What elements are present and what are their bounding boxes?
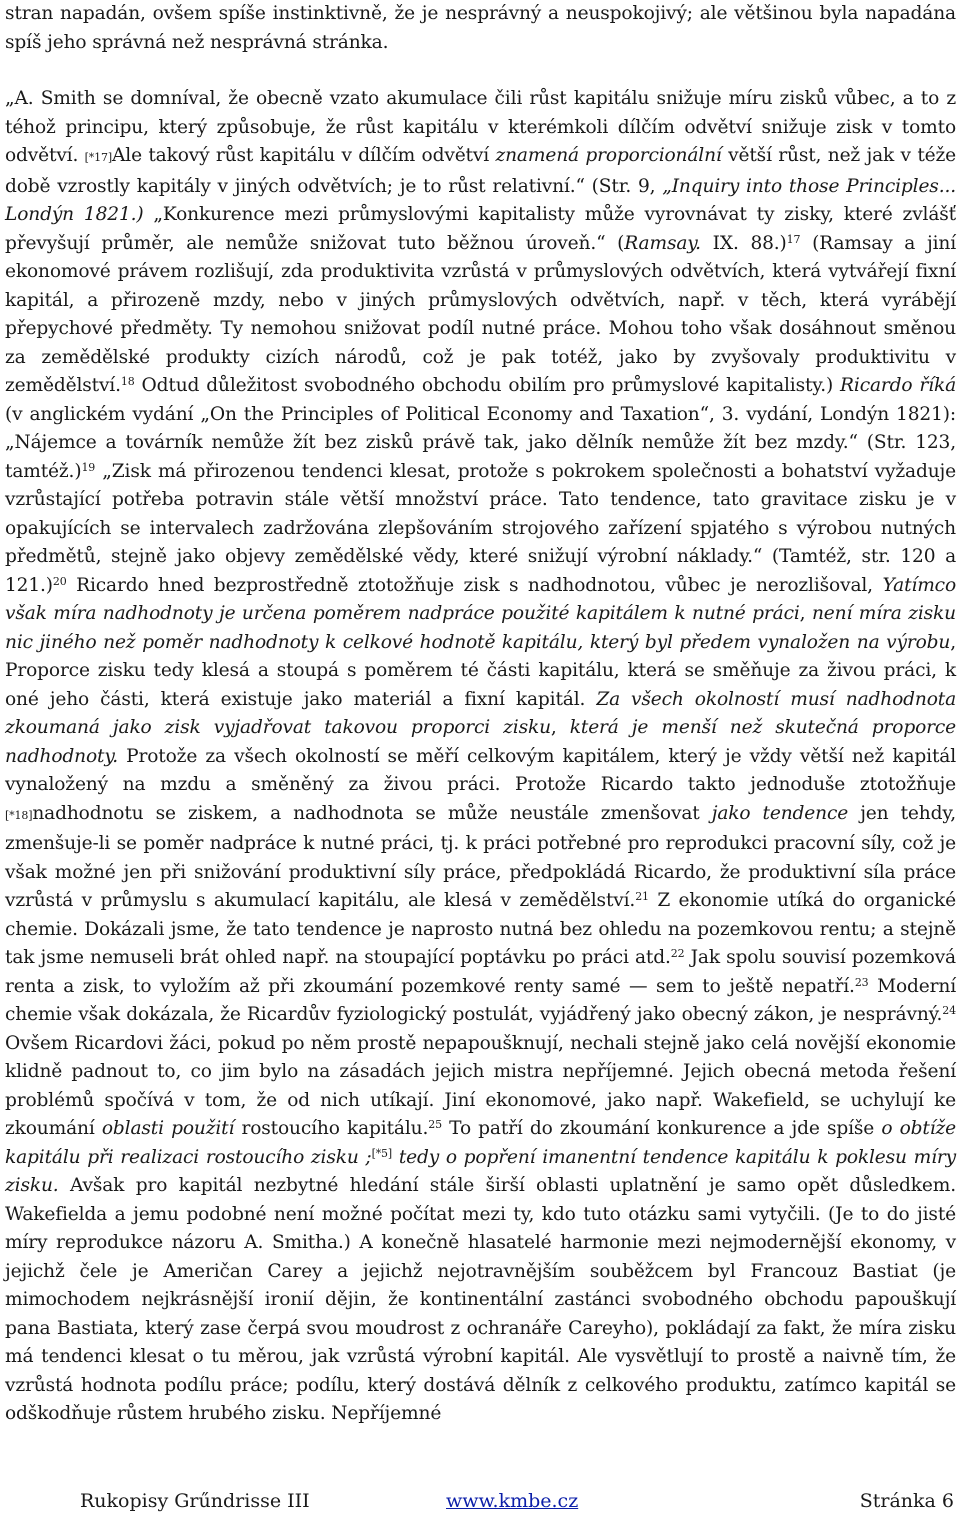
footnote-ref: 23 [854, 975, 869, 989]
text-run: stran napadán, ovšem spíše instinktivně, že je nesprávný a neuspokojivý; ale většinou byla napadána spíš jeho správná než nesprávná stránka. [5, 3, 956, 53]
paragraph-2 [5, 85, 956, 1429]
text-run: Ricardo hned bezprostředně ztotožňuje zisk s nadhodnotou, vůbec je nerozlišoval, [66, 574, 883, 596]
text-run: To patří do zkoumání konkurence a jde spíše [441, 1118, 882, 1139]
text-run: Odtud důležitost svobodného obchodu obilím pro průmyslové kapitalisty.) [134, 375, 841, 396]
footnote-ref: 18 [120, 375, 135, 388]
page-body [5, 0, 956, 1429]
text-run: Protože za všech okolností se měří celkovým kapitálem, který je vždy větší než kapitál vynaložený na mzdu a směněný za živou práci. Protože Ricardo takto jednoduše ztotožňuje [5, 745, 956, 795]
italic-run: která je menší než skutečná proporce nadhodnoty. [5, 717, 956, 767]
footer-page-number: Stránka 6 [859, 1490, 954, 1512]
italic-run: oblasti použití [101, 1118, 235, 1139]
italic-run: Ricardo říká [840, 375, 956, 396]
footnote-ref: [*5] [371, 1146, 393, 1160]
text-run: rostoucího kapitálu. [234, 1118, 429, 1139]
italic-run: Ramsay. [624, 232, 701, 254]
italic-run: Yatímco však míra nadhodnoty je určena poměrem nadpráce použité kapitálem k nutné práci [5, 574, 956, 624]
text-run: , Proporce zisku tedy klesá a stoupá s poměrem té části kapitálu, která se směňuje za živou práci, k oné jeho části, která existuje jako materiál a fixní kapitál. [5, 631, 956, 710]
text-run: (Ramsay a jiní ekonomové právem rozlišují, zda produktivita vzrůstá v průmyslových odvětvích, která vytvářejí fixní kapitál, a přirozeně mzdy, nebo v jiných průmyslových odvětvích, např. v těch, která vyrábějí přepychové předměty. Ty nemohou snižovat podíl nutné práce. Mohou toho však dosáhnout směnou za zemědělské produkty cizích národů, což je pak totéž, jako by zvyšovaly produktivitu v zemědělství. [5, 232, 956, 396]
page-footer [0, 1487, 960, 1516]
italic-run: znamená proporcionální [495, 145, 722, 166]
italic-run: není míra zisku nic jiného než poměr nadhodnoty k celkové hodnotě kapitálu, který byl předem vynaložen na výrobu [5, 603, 956, 653]
page-marker: [*17] [84, 151, 112, 164]
italic-run: jako tendence [711, 802, 849, 824]
footnote-ref: 21 [635, 890, 649, 903]
footnote-ref: 25 [428, 1118, 442, 1131]
page-marker: [*18] [5, 808, 33, 822]
text-run: Z ekonomie utíká do organické chemie. Dokázali jsme, že tato tendence je naprosto nutná bez ohledu na pozemkovou rentu; a stejně tak jsme nemuseli brát ohled např. na stoupající poptávku po práci atd. [5, 890, 956, 968]
text-run: IX. 88.) [700, 232, 787, 254]
footnote-ref: 22 [670, 947, 685, 960]
footnote-ref: 17 [786, 232, 801, 246]
italic-run: tedy o popření imanentní tendence kapitálu k poklesu míry zisku. [5, 1146, 956, 1196]
text-run: , [550, 717, 570, 738]
footnote-ref: 20 [52, 574, 67, 588]
text-run: „Zisk má přirozenou tendenci klesat, protože s pokrokem společnosti a bohatství vyžaduje vzrůstající potřeba potravin stále větší množství práce. Tato tendence, tato gravitace zisku je v opakujících se intervalech zadržována zlepšováním strojového zařízení spjatého s výrobou nutných předmětů, stejně jako objevy zemědělské vědy, které snižují výrobní náklady.“ (Tamtéž, str. 120 a 121.) [5, 460, 956, 596]
text-run: „Konkurence mezi průmyslovými kapitalisty může vyrovnávat ty zisky, které zvlášť převyšují průměr, ale nemůže snižovat tuto běžnou úroveň.“ ( [5, 204, 956, 254]
text-run: , [799, 603, 812, 624]
text-run: Avšak pro kapitál nezbytné hledání stále širší oblasti uplatnění je samo opět důsledkem. Wakefielda a jemu podobné není možné počítat mezi ty, kdo tuto otázku sami vytyčili. (Je to do jisté míry reprodukce názoru A. Smitha.) A konečně hlasatelé harmonie mezi nejmodernější ekonomy, v jejichž čele je Američan Carey a jejichž nejotravnějším souběžcem byl Francouz Bastiat (je mimochodem nejkrásnější ironií dějin, že kontinentální zastánci svobodného obchodu papouškují pana Bastiata, který zase čerpá svou moudrost z ochranáře Careyho), pokládají za fakt, že míra zisku má tendenci klesat o tu měrou, jak vzrůstá výrobní kapitál. Ale vysvětlují to prostě a naivně tím, že vzrůstá hodnota podílu práce; podílu, který dostává dělník z celkového produktu, zatímco kapitál se odškodňuje růstem hrubého zisku. Nepříjemné [5, 1175, 956, 1424]
text-run: Ovšem Ricardovi žáci, pokud po něm prostě nepapoušknují, nechali stejně jako celá novější ekonomie klidně padnout to, co jim bylo na zásadách jejich mistra nepříjemné. Jejich obecná metoda řešení problémů spočívá v tom, že od nich utíkají. Jiní ekonomové, jako např. Wakefield, se uchylují ke zkoumání [5, 1032, 956, 1139]
paragraph-1 [5, 0, 956, 57]
text-run: Ale takový růst kapitálu v dílčím odvětví [112, 145, 496, 166]
text-run: Moderní chemie však dokázala, že Ricardův fyziologický postulát, vyjádřený jako obecný zákon, je nesprávný. [5, 975, 956, 1025]
footnote-ref: 24 [942, 1004, 956, 1017]
footnote-ref: 19 [81, 460, 96, 474]
text-run: (v anglickém vydání „On the Principles of Political Economy and Taxation“, 3. vydání, Londýn 1821): „Nájemce a továrník nemůže žít bez zisků právě tak, jako dělník nemůže žít bez mzdy.“ (Str. 123, tamtéž.) [5, 403, 956, 482]
italic-run: Za všech okolností musí nadhodnota zkoumaná jako zisk vyjadřovat takovou proporci zisku [5, 688, 957, 738]
text-run: jen tehdy, zmenšuje-li se poměr nadpráce k nutné práci, tj. k práci potřebné pro reprodukci pracovní síly, což je však možné jen při snižování produktivní síly práce, předpokládá Ricardo, že produktivní síla práce vzrůstá v průmyslu s akumulací kapitálu, ale klesá v zemědělství. [5, 802, 956, 911]
text-run: „A. Smith se domníval, že obecně vzato akumulace čili růst kapitálu snižuje míru zisků vůbec, a to z téhož principu, který způsobuje, že růst kapitálu v kterémkoli dílčím odvětví snižuje zisk v tomto odvětví. [5, 88, 956, 166]
footer-title: Rukopisy Grűndrisse III [80, 1490, 310, 1512]
text-run: větší růst, než jak v téže době vzrostly kapitály v jiných odvětvích; je to růst relativní.“ (Str. 9, [5, 145, 957, 197]
text-run: Jak spolu souvisí pozemková renta a zisk, to vyložím až při zkoumání pozemkové renty samé — sem to ještě nepatří. [5, 947, 956, 997]
italic-run: „Inquiry into those Principles... Londýn 1821.) [5, 175, 956, 225]
footer-website-link[interactable]: www.kmbe.cz [446, 1490, 579, 1512]
text-run: nadhodnotu se ziskem, a nadhodnota se může neustále zmenšovat [32, 802, 712, 824]
italic-run: o obtíže kapitálu při realizaci rostoucího zisku ; [5, 1118, 956, 1168]
